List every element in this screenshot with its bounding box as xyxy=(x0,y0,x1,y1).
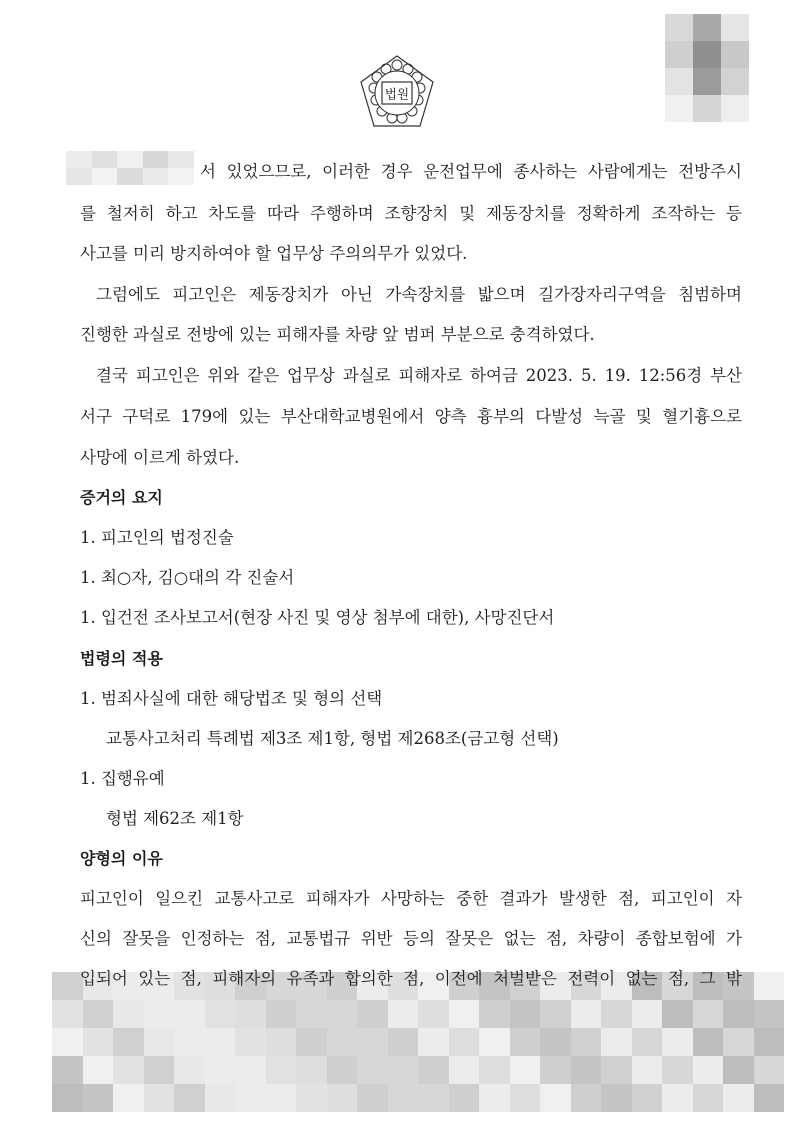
sentencing-heading: 양형의 이유 xyxy=(80,849,163,868)
sentencing-line-1: 피고인이 일으킨 교통사고로 피해자가 사망하는 중한 결과가 발생한 점, 피고인이 자 xyxy=(80,889,742,908)
court-emblem-icon xyxy=(356,52,438,134)
law-heading: 법령의 적용 xyxy=(80,649,163,668)
law-item-2: 1. 집행유예 xyxy=(80,769,165,788)
paragraph1-line2: 를 철저히 하고 차도를 따라 주행하며 조향장치 및 제동장치를 정확하게 조작하는 등 xyxy=(80,204,742,223)
redacted-text-bottom xyxy=(52,972,784,1112)
paragraph2-line1: 그럼에도 피고인은 제동장치가 아닌 가속장치를 밟으며 길가장자리구역을 침범하며 xyxy=(96,285,742,304)
paragraph1-line1: 서 있었으므로, 이러한 경우 운전업무에 종사하는 사람에게는 전방주시 xyxy=(200,162,742,181)
law-item-1-detail: 교통사고처리 특례법 제3조 제1항, 형법 제268조(금고형 선택) xyxy=(106,729,559,748)
paragraph3-line3: 사망에 이르게 하였다. xyxy=(80,448,240,467)
evidence-item-3: 1. 입건전 조사보고서(현장 사진 및 영상 첨부에 대한), 사망진단서 xyxy=(80,608,555,627)
law-item-2-detail: 형법 제62조 제1항 xyxy=(106,809,244,828)
redacted-case-number xyxy=(665,14,749,122)
emblem-label: 법원 xyxy=(384,86,410,102)
law-item-1: 1. 범죄사실에 대한 해당법조 및 형의 선택 xyxy=(80,689,383,708)
paragraph3-line1: 결국 피고인은 위와 같은 업무상 과실로 피해자로 하여금 2023. 5. 19. 12:56경 부산 xyxy=(96,366,742,385)
redacted-text-inline xyxy=(66,151,194,185)
evidence-item-1: 1. 피고인의 법정진술 xyxy=(80,528,234,547)
paragraph3-line2: 서구 구덕로 179에 있는 부산대학교병원에서 양측 흉부의 다발성 늑골 및 혈기흉으로 xyxy=(80,407,742,426)
evidence-item-2: 1. 최○자, 김○대의 각 진술서 xyxy=(80,568,295,587)
paragraph2-line2: 진행한 과실로 전방에 있는 피해자를 차량 앞 범퍼 부분으로 충격하였다. xyxy=(80,325,595,344)
paragraph1-line3: 사고를 미리 방지하여야 할 업무상 주의의무가 있었다. xyxy=(80,244,468,263)
sentencing-line-2: 신의 잘못을 인정하는 점, 교통법규 위반 등의 잘못은 없는 점, 차량이 종합보험에 가 xyxy=(80,929,742,948)
evidence-heading: 증거의 요지 xyxy=(80,488,163,507)
sentencing-line-3: 입되어 있는 점, 피해자의 유족과 합의한 점, 이전에 처벌받은 전력이 없는 점, 그 밖 xyxy=(80,969,742,988)
